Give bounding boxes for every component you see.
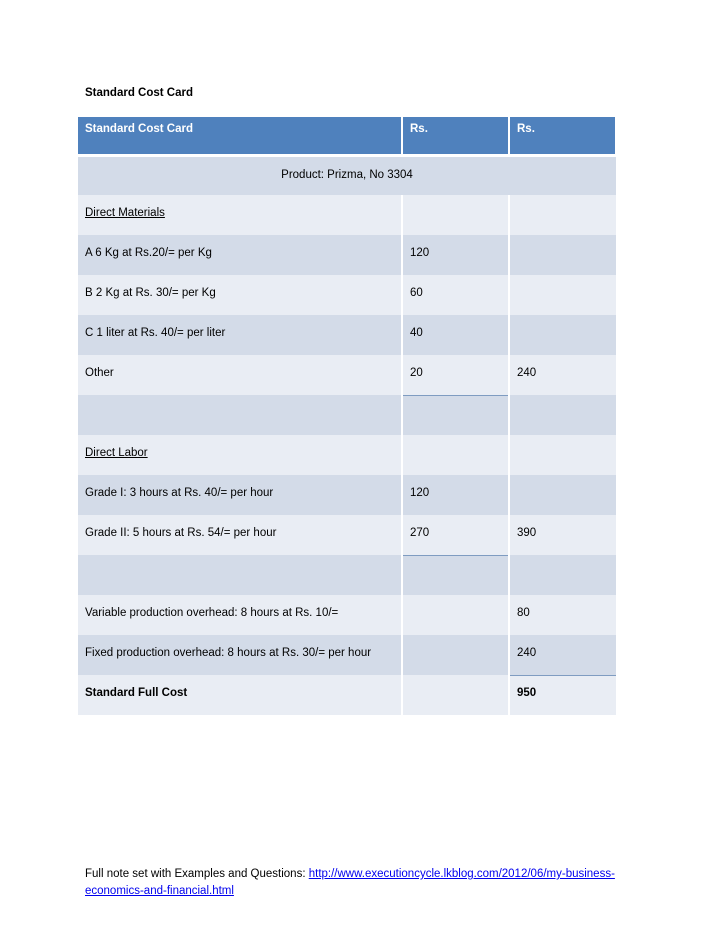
header-cell-rs-1: Rs. — [402, 117, 509, 155]
row-label: Variable production overhead: 8 hours at Rs. 10/= — [78, 595, 402, 635]
page-title: Standard Cost Card — [85, 87, 193, 99]
row-label: C 1 liter at Rs. 40/= per liter — [78, 315, 402, 355]
row-rs-1: 20 — [402, 355, 509, 395]
row-label: Direct Labor — [78, 435, 402, 475]
table-row — [78, 235, 616, 275]
row-label — [78, 555, 402, 595]
row-rs-2 — [509, 195, 616, 235]
row-rs-1: 40 — [402, 315, 509, 355]
table-row — [78, 355, 616, 395]
row-rs-2 — [509, 435, 616, 475]
row-rs-1 — [402, 675, 509, 715]
row-rs-1: 120 — [402, 475, 509, 515]
row-label: A 6 Kg at Rs.20/= per Kg — [78, 235, 402, 275]
row-rs-2: 80 — [509, 595, 616, 635]
row-rs-2: 390 — [509, 515, 616, 555]
row-rs-1 — [402, 635, 509, 675]
table-row — [78, 475, 616, 515]
product-cell: Product: Prizma, No 3304 — [78, 155, 616, 195]
table-row-total — [78, 675, 616, 715]
table-row — [78, 195, 616, 235]
row-rs-1 — [402, 395, 509, 435]
row-rs-2 — [509, 555, 616, 595]
row-label: Standard Full Cost — [78, 675, 402, 715]
row-label: Fixed production overhead: 8 hours at Rs. 30/= per hour — [78, 635, 402, 675]
table-row — [78, 275, 616, 315]
row-label: Grade II: 5 hours at Rs. 54/= per hour — [78, 515, 402, 555]
table-row — [78, 315, 616, 355]
row-label: Other — [78, 355, 402, 395]
row-rs-1: 270 — [402, 515, 509, 555]
standard-cost-table — [78, 117, 617, 715]
table-row — [78, 595, 616, 635]
header-cell-description: Standard Cost Card — [78, 117, 402, 155]
table-row — [78, 635, 616, 675]
row-rs-2: 240 — [509, 635, 616, 675]
row-rs-2 — [509, 235, 616, 275]
table-row — [78, 555, 616, 595]
row-rs-2 — [509, 275, 616, 315]
row-rs-1: 60 — [402, 275, 509, 315]
row-label: B 2 Kg at Rs. 30/= per Kg — [78, 275, 402, 315]
row-rs-2 — [509, 475, 616, 515]
footer-link[interactable]: http://www.executioncycle.lkblog.com/2012/06/my-business-economics-and-financial.html — [85, 868, 615, 897]
row-rs-2: 240 — [509, 355, 616, 395]
row-rs-1 — [402, 195, 509, 235]
table-row — [78, 435, 616, 475]
table-header-row — [78, 117, 616, 155]
header-cell-rs-2: Rs. — [509, 117, 616, 155]
row-rs-2: 950 — [509, 675, 616, 715]
footer-text: Full note set with Examples and Questions: — [85, 868, 309, 880]
row-label — [78, 395, 402, 435]
product-row — [78, 155, 616, 195]
row-label: Direct Materials — [78, 195, 402, 235]
table-row — [78, 395, 616, 435]
row-rs-2 — [509, 315, 616, 355]
row-rs-1 — [402, 595, 509, 635]
row-label: Grade I: 3 hours at Rs. 40/= per hour — [78, 475, 402, 515]
row-rs-1: 120 — [402, 235, 509, 275]
footer-note — [85, 866, 615, 900]
row-rs-2 — [509, 395, 616, 435]
table-row — [78, 515, 616, 555]
row-rs-1 — [402, 435, 509, 475]
row-rs-1 — [402, 555, 509, 595]
